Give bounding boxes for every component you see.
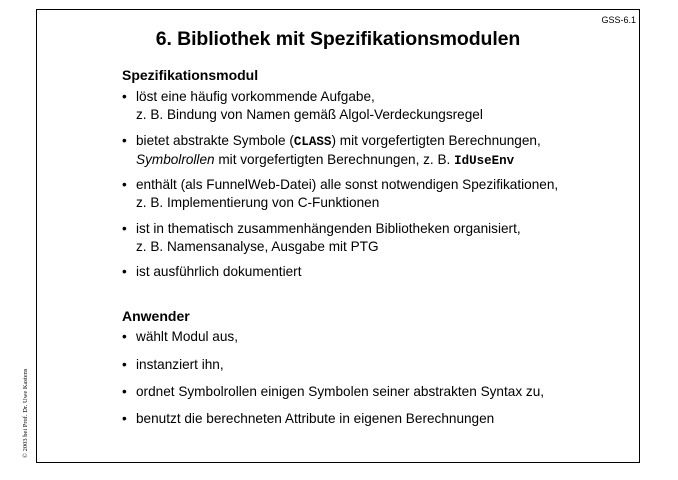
item-line-2: z. B. Namensanalyse, Ausgabe mit PTG xyxy=(136,239,379,254)
item-line-1: wählt Modul aus, xyxy=(136,329,239,344)
item-line-1: ordnet Symbolrollen einigen Symbolen seiner abstrakten Syntax zu, xyxy=(136,384,545,399)
bullet-icon: • xyxy=(122,133,127,148)
bullet-icon: • xyxy=(122,384,127,399)
bullet-icon: • xyxy=(122,329,127,344)
emphasis-symbolrollen: Symbolrollen xyxy=(136,152,215,167)
bullet-icon: • xyxy=(122,411,127,426)
bullet-icon: • xyxy=(122,221,127,236)
item-line-2: z. B. Implementierung von C-Funktionen xyxy=(136,195,380,210)
section-heading-anwender: Anwender xyxy=(122,308,190,324)
item-line-1: enthält (als FunnelWeb-Datei) alle sonst notwendigen Spezifikationen, xyxy=(136,177,559,192)
code-iduseenv: IdUseEnv xyxy=(454,154,515,168)
code-class: CLASS xyxy=(293,135,332,149)
item-line-1: ist ausführlich dokumentiert xyxy=(136,264,302,279)
item-line-1: bietet abstrakte Symbole (CLASS) mit vorgefertigten Berechnungen, xyxy=(136,133,541,149)
copyright-note: © 2003 bei Prof. Dr. Uwe Kastens xyxy=(22,368,29,458)
bullet-icon: • xyxy=(122,89,127,104)
item-line-1: instanziert ihn, xyxy=(136,357,224,372)
item-line-1: benutzt die berechneten Attribute in eigenen Berechnungen xyxy=(136,411,495,426)
page-id: GSS-6.1 xyxy=(601,15,636,25)
bullet-icon: • xyxy=(122,177,127,192)
item-line-1: ist in thematisch zusammenhängenden Bibliotheken organisiert, xyxy=(136,221,521,236)
item-line-1: löst eine häufig vorkommende Aufgabe, xyxy=(136,89,375,104)
page-title: 6. Bibliothek mit Spezifikationsmodulen xyxy=(155,28,521,50)
item-line-2: z. B. Bindung von Namen gemäß Algol-Verdeckungsregel xyxy=(136,107,483,122)
bullet-icon: • xyxy=(122,264,127,279)
bullet-icon: • xyxy=(122,357,127,372)
item-line-2: Symbolrollen mit vorgefertigten Berechnungen, z. B. IdUseEnv xyxy=(136,152,515,168)
section-heading-spezifikationsmodul: Spezifikationsmodul xyxy=(122,67,259,83)
